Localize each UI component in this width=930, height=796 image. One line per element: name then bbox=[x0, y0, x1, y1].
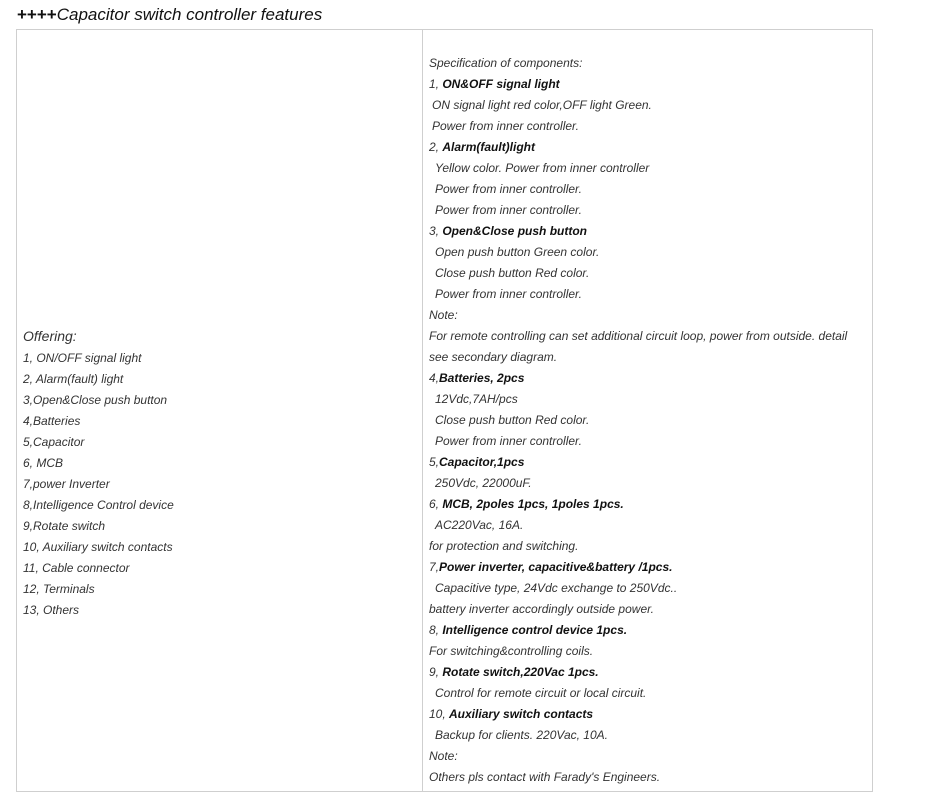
spec-3-name: Open&Close push button bbox=[442, 224, 587, 238]
spec-4-line: 12Vdc,7AH/pcs bbox=[435, 392, 518, 406]
spec-2-number: 2, bbox=[429, 140, 443, 154]
offering-item: 8,Intelligence Control device bbox=[23, 498, 174, 512]
note-1-line: For remote controlling can set additional circuit loop, power from outside. detail bbox=[429, 329, 848, 343]
spec-4-number: 4, bbox=[429, 371, 440, 385]
spec-2-title bbox=[429, 137, 869, 158]
spec-1-line: ON signal light red color,OFF light Green. bbox=[432, 98, 652, 112]
spec-3-line: Open push button Green color. bbox=[435, 245, 600, 259]
spec-3-line: Power from inner controller. bbox=[435, 287, 582, 301]
spec-4-line: Power from inner controller. bbox=[435, 434, 582, 448]
spec-2-line: Power from inner controller. bbox=[435, 203, 582, 217]
spec-6-line: for protection and switching. bbox=[429, 539, 579, 553]
spec-10-number: 10, bbox=[429, 707, 450, 721]
spec-5-line: 250Vdc, 22000uF. bbox=[435, 476, 532, 490]
offering-item: 7,power Inverter bbox=[23, 477, 110, 491]
title-text: Capacitor switch controller features bbox=[56, 5, 323, 24]
spec-6-line: AC220Vac, 16A. bbox=[435, 518, 524, 532]
spec-9-number: 9, bbox=[429, 665, 443, 679]
spec-9-name: Rotate switch,220Vac 1pcs. bbox=[442, 665, 599, 679]
column-divider bbox=[422, 30, 423, 791]
spec-6-name: MCB, 2poles 1pcs, 1poles 1pcs. bbox=[442, 497, 624, 511]
spec-5-title bbox=[429, 452, 869, 473]
note-1-line: see secondary diagram. bbox=[429, 350, 558, 364]
spec-4-title bbox=[429, 368, 869, 389]
spec-2-line: Yellow color. Power from inner controller bbox=[435, 161, 650, 175]
spec-6-number: 6, bbox=[429, 497, 443, 511]
spec-7-line: battery inverter accordingly outside power. bbox=[429, 602, 654, 616]
spec-10-name: Auxiliary switch contacts bbox=[449, 707, 594, 721]
spec-heading: Specification of components: bbox=[429, 56, 583, 70]
spec-8-name: Intelligence control device 1pcs. bbox=[442, 623, 628, 637]
spec-7-line: Capacitive type, 24Vdc exchange to 250Vdc.. bbox=[435, 581, 678, 595]
offering-item: 10, Auxiliary switch contacts bbox=[23, 540, 173, 554]
spec-7-title bbox=[429, 557, 869, 578]
spec-10-line: Backup for clients. 220Vac, 10A. bbox=[435, 728, 608, 742]
spec-8-line: For switching&controlling coils. bbox=[429, 644, 594, 658]
note-2-line: Others pls contact with Farady's Engineers. bbox=[429, 770, 661, 784]
spec-3-number: 3, bbox=[429, 224, 443, 238]
spec-8-title bbox=[429, 620, 869, 641]
features-table bbox=[16, 29, 873, 792]
spec-4-name: Batteries, 2pcs bbox=[439, 371, 525, 385]
spec-5-number: 5, bbox=[429, 455, 440, 469]
offering-item: 3,Open&Close push button bbox=[23, 393, 168, 407]
spec-10-title bbox=[429, 704, 869, 725]
offering-item: 1, ON/OFF signal light bbox=[23, 351, 142, 365]
title-prefix: ++++ bbox=[17, 5, 57, 24]
spec-3-title bbox=[429, 221, 869, 242]
note-1-label: Note: bbox=[429, 308, 458, 322]
spec-2-line: Power from inner controller. bbox=[435, 182, 582, 196]
offering-item: 9,Rotate switch bbox=[23, 519, 106, 533]
spec-1-line: Power from inner controller. bbox=[432, 119, 579, 133]
spec-9-line: Control for remote circuit or local circuit. bbox=[435, 686, 647, 700]
spec-7-number: 7, bbox=[429, 560, 440, 574]
spec-3-line: Close push button Red color. bbox=[435, 266, 590, 280]
spec-4-line: Close push button Red color. bbox=[435, 413, 590, 427]
spec-5-name: Capacitor,1pcs bbox=[439, 455, 525, 469]
spec-1-title bbox=[429, 74, 869, 95]
offering-item: 13, Others bbox=[23, 603, 80, 617]
spec-8-number: 8, bbox=[429, 623, 443, 637]
offering-item: 5,Capacitor bbox=[23, 435, 85, 449]
offering-item: 2, Alarm(fault) light bbox=[23, 372, 124, 386]
note-2-label: Note: bbox=[429, 749, 458, 763]
offering-heading: Offering: bbox=[23, 328, 77, 344]
offering-item: 11, Cable connector bbox=[23, 561, 130, 575]
offering-item: 6, MCB bbox=[23, 456, 64, 470]
page-title bbox=[17, 5, 322, 25]
offering-column bbox=[23, 326, 413, 621]
offering-item: 12, Terminals bbox=[23, 582, 95, 596]
offering-item: 4,Batteries bbox=[23, 414, 81, 428]
spec-1-name: ON&OFF signal light bbox=[442, 77, 560, 91]
spec-6-title bbox=[429, 494, 869, 515]
spec-9-title bbox=[429, 662, 869, 683]
spec-1-number: 1, bbox=[429, 77, 443, 91]
spec-7-name: Power inverter, capacitive&battery /1pcs. bbox=[439, 560, 673, 574]
specification-column bbox=[429, 53, 869, 788]
spec-2-name: Alarm(fault)light bbox=[442, 140, 536, 154]
